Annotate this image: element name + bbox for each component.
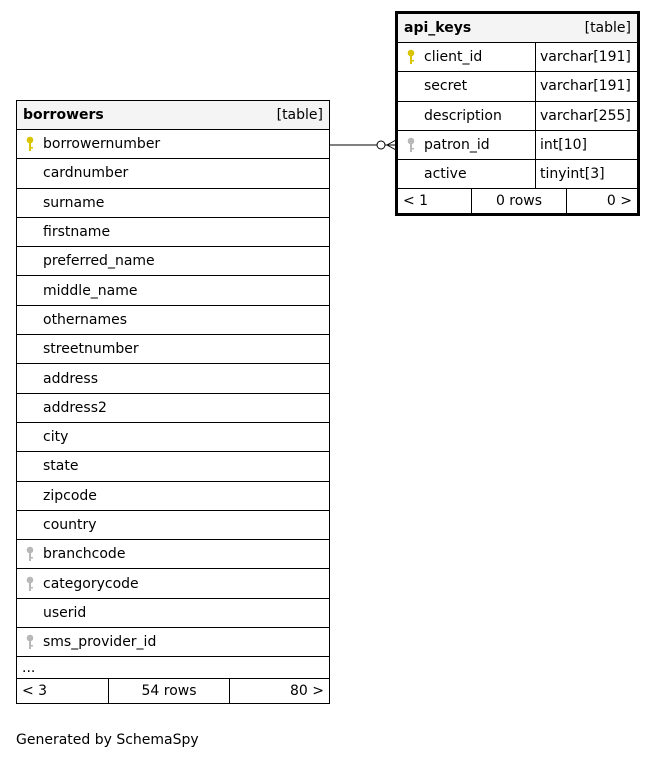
column-name[interactable]: country bbox=[43, 517, 97, 533]
column-name[interactable]: streetnumber bbox=[43, 341, 139, 358]
column-name[interactable]: userid bbox=[43, 604, 87, 621]
column-name[interactable]: state bbox=[43, 458, 79, 475]
column-name[interactable]: client_id bbox=[424, 49, 483, 66]
column-name[interactable]: secret bbox=[424, 78, 468, 95]
parents-count[interactable]: < 3 bbox=[17, 679, 109, 703]
column-name[interactable]: city bbox=[43, 429, 69, 446]
column-name[interactable]: address bbox=[43, 370, 99, 387]
column-name[interactable]: branchcode bbox=[43, 546, 126, 563]
table-kind: [table] bbox=[584, 20, 631, 36]
zero-cardinality-marker bbox=[377, 141, 385, 149]
column-name[interactable]: middle_name bbox=[43, 282, 138, 299]
column-name[interactable]: firstname bbox=[43, 224, 111, 241]
column-name[interactable]: categorycode bbox=[43, 575, 139, 592]
column-type: tinyint[3] bbox=[540, 166, 605, 183]
column-type: varchar[255] bbox=[540, 107, 631, 124]
generated-by-note: Generated by SchemaSpy bbox=[16, 732, 199, 748]
table-name[interactable]: borrowers bbox=[23, 107, 104, 123]
column-name[interactable]: othernames bbox=[43, 311, 128, 328]
column-name[interactable]: description bbox=[424, 107, 502, 124]
column-name[interactable]: borrowernumber bbox=[43, 136, 161, 153]
column-name[interactable]: zipcode bbox=[43, 487, 97, 504]
column-type: varchar[191] bbox=[540, 49, 631, 66]
row-count: 54 rows bbox=[109, 679, 230, 703]
table-kind: [table] bbox=[276, 107, 323, 123]
column-type: int[10] bbox=[540, 137, 587, 154]
column-name[interactable]: address2 bbox=[43, 399, 107, 416]
more-columns-indicator: ... bbox=[17, 657, 329, 679]
children-count[interactable]: 0 > bbox=[606, 193, 632, 210]
column-name[interactable]: preferred_name bbox=[43, 253, 155, 270]
parents-count[interactable]: < 1 bbox=[398, 189, 472, 213]
row-count: 0 rows bbox=[472, 189, 567, 213]
column-name[interactable]: active bbox=[424, 166, 467, 183]
column-name[interactable]: patron_id bbox=[424, 137, 490, 154]
table-name[interactable]: api_keys bbox=[404, 20, 472, 36]
column-name[interactable]: sms_provider_id bbox=[43, 634, 157, 651]
children-count[interactable]: 80 > bbox=[290, 683, 324, 700]
column-name[interactable]: surname bbox=[43, 194, 105, 211]
column-type: varchar[191] bbox=[540, 78, 631, 95]
crowfoot-marker-upper bbox=[387, 140, 396, 145]
crowfoot-marker-lower bbox=[387, 145, 396, 150]
column-name[interactable]: cardnumber bbox=[43, 165, 129, 182]
